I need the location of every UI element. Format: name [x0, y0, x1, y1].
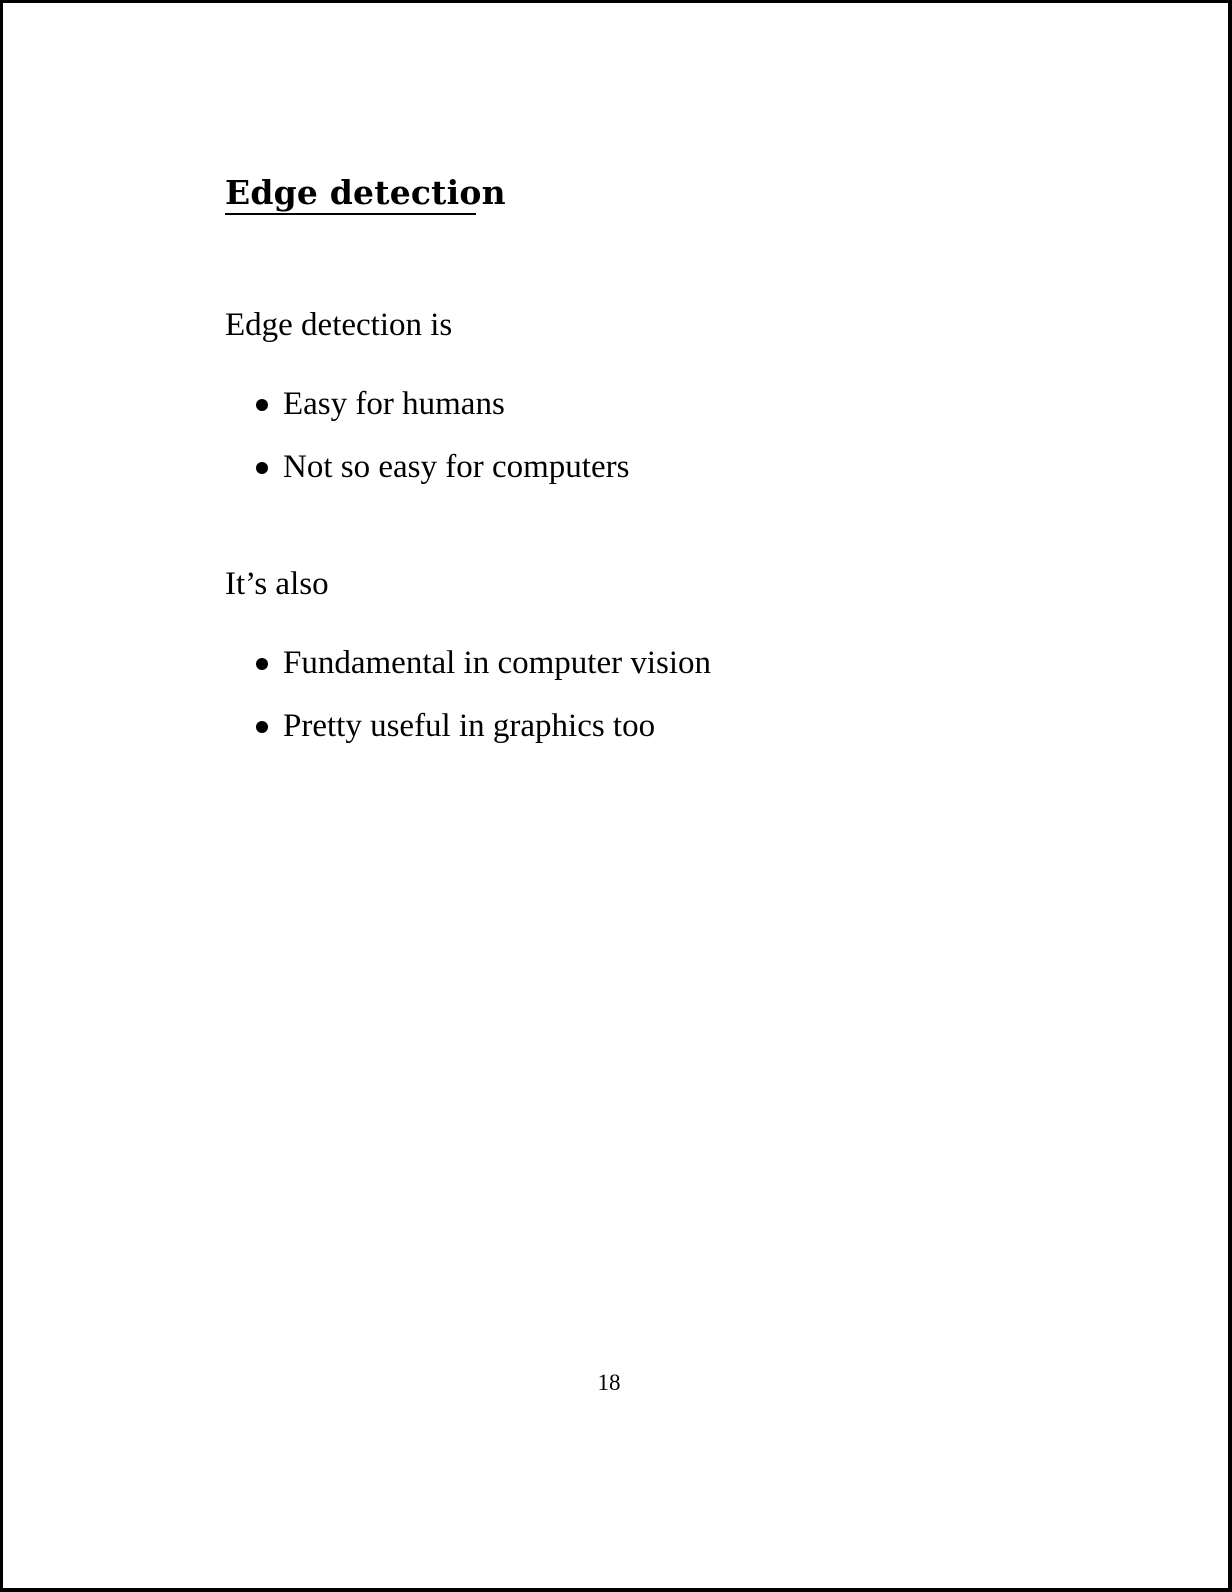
section-intro: Edge detection is	[225, 307, 453, 343]
title-underline	[225, 213, 476, 215]
list-item-text: Not so easy for computers	[283, 449, 630, 485]
bullet-icon	[256, 399, 268, 411]
section-intro: It’s also	[225, 566, 329, 602]
list-item-text: Pretty useful in graphics too	[283, 708, 656, 744]
list-item-text: Easy for humans	[283, 386, 505, 422]
bullet-icon	[256, 721, 268, 733]
page-title: Edge detection	[225, 173, 506, 212]
list-item-text: Fundamental in computer vision	[283, 645, 712, 681]
page-number: 18	[597, 1370, 621, 1395]
bullet-icon	[256, 462, 268, 474]
bullet-icon	[256, 658, 268, 670]
